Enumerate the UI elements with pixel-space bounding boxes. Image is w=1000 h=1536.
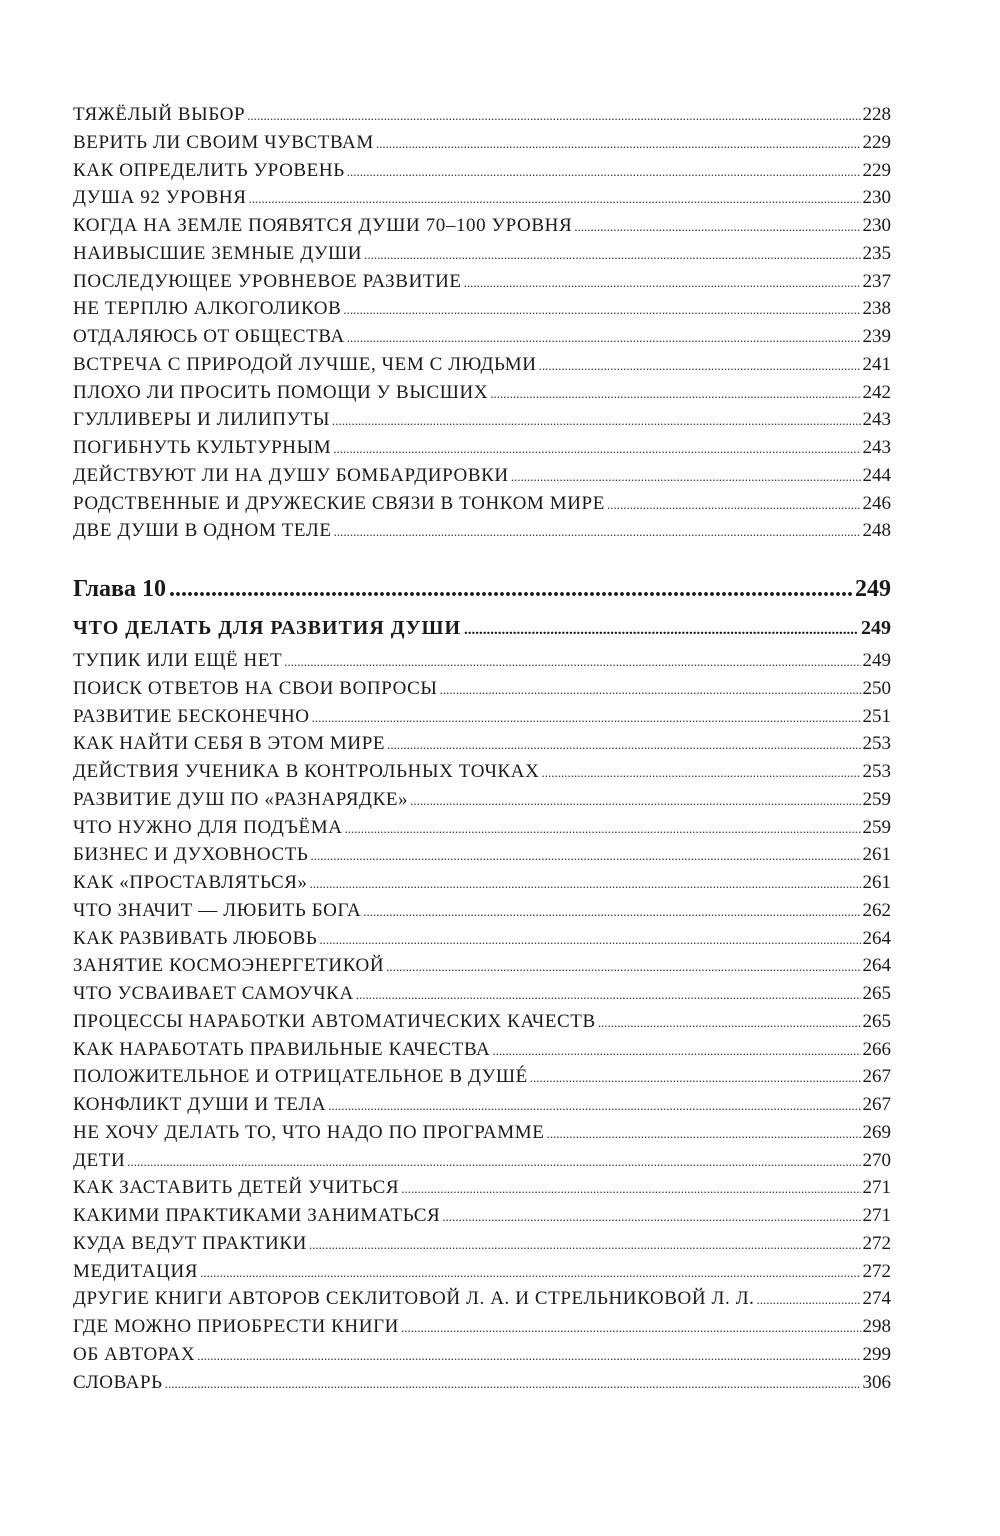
toc-entry[interactable] (73, 490, 891, 518)
toc-entry-page-number: 253 (862, 733, 891, 755)
toc-entry[interactable] (73, 925, 891, 953)
toc-entry-page-number: 299 (862, 1343, 891, 1365)
toc-entry-title: ДУША 92 УРОВНЯ (73, 187, 247, 209)
dot-leader (541, 759, 860, 786)
toc-entry-title: ДЕТИ (73, 1149, 126, 1171)
dot-leader (363, 898, 860, 925)
section-page-number: 249 (861, 617, 891, 639)
toc-entry[interactable] (73, 1036, 891, 1064)
toc-entry-title: ВСТРЕЧА С ПРИРОДОЙ ЛУЧШЕ, ЧЕМ С ЛЮДЬМИ (73, 353, 537, 375)
toc-entry-title: РАЗВИТИЕ ДУШ ПО «РАЗНАРЯДКЕ» (73, 788, 409, 810)
toc-entry-page-number: 261 (862, 844, 891, 866)
toc-group-before (73, 101, 891, 545)
toc-entry-page-number: 259 (862, 816, 891, 838)
dot-leader (607, 491, 861, 518)
toc-entry[interactable] (73, 841, 891, 869)
toc-entry-title: КОНФЛИКТ ДУШИ И ТЕЛА (73, 1094, 327, 1115)
dot-leader (347, 324, 861, 351)
toc-entry-page-number: 267 (862, 1066, 891, 1088)
toc-entry-title: ПОГИБНУТЬ КУЛЬТУРНЫМ (73, 437, 332, 458)
toc-entry-page-number: 242 (862, 381, 891, 403)
toc-entry-page-number: 262 (862, 899, 891, 921)
dot-leader (440, 676, 861, 703)
dot-leader (539, 352, 861, 379)
dot-leader (197, 1342, 860, 1369)
dot-leader (376, 130, 861, 157)
dot-leader (530, 1064, 861, 1091)
dot-leader (165, 1370, 861, 1397)
toc-entry-page-number: 228 (862, 104, 891, 125)
dot-leader (757, 1286, 861, 1313)
toc-entry[interactable] (73, 1258, 891, 1286)
toc-entry[interactable] (73, 1147, 891, 1175)
toc-entry-title: ДРУГИЕ КНИГИ АВТОРОВ СЕКЛИТОВОЙ Л. А. И СТРЕЛЬНИКОВОЙ Л. Л. (73, 1288, 755, 1310)
chapter-title: Глава 10 (73, 576, 166, 602)
toc-entry-page-number: 269 (862, 1121, 891, 1143)
toc-entry-page-number: 241 (862, 353, 891, 375)
toc-entry-page-number: 261 (862, 872, 891, 893)
section-title: ЧТО ДЕЛАТЬ ДЛЯ РАЗВИТИЯ ДУШИ (73, 617, 461, 639)
toc-entry-title: ГДЕ МОЖНО ПРИОБРЕСТИ КНИГИ (73, 1316, 399, 1337)
toc-entry-page-number: 250 (862, 677, 891, 699)
toc-entry-title: НЕ ТЕРПЛЮ АЛКОГОЛИКОВ (73, 298, 342, 320)
toc-entry-page-number: 264 (862, 927, 891, 949)
toc-entry[interactable] (73, 268, 891, 296)
dot-leader (332, 407, 861, 434)
toc-entry[interactable] (73, 1091, 891, 1119)
toc-entry-page-number: 264 (862, 955, 891, 977)
toc-entry-title: ЗАНЯТИЕ КОСМОЭНЕРГЕТИКОЙ (73, 955, 385, 977)
toc-entry-title: ПОЛОЖИТЕЛЬНОЕ И ОТРИЦАТЕЛЬНОЕ В ДУШÉ (73, 1066, 528, 1088)
toc-entry-title: ОТДАЛЯЮСЬ ОТ ОБЩЕСТВА (73, 326, 345, 347)
toc-entry[interactable] (73, 295, 891, 323)
toc-entry-title: ДЕЙСТВУЮТ ЛИ НА ДУШУ БОМБАРДИРОВКИ (73, 464, 509, 486)
toc-entry-page-number: 274 (862, 1288, 891, 1310)
toc-entry[interactable] (73, 517, 891, 545)
toc-entry-title: ДВЕ ДУШИ В ОДНОМ ТЕЛЕ (73, 520, 332, 542)
toc-entry[interactable] (73, 351, 891, 379)
toc-entry[interactable] (73, 1063, 891, 1091)
toc-entry-page-number: 230 (862, 215, 891, 236)
toc-entry-page-number: 266 (862, 1038, 891, 1060)
toc-entry-title: КАК РАЗВИВАТЬ ЛЮБОВЬ (73, 927, 318, 949)
toc-entry[interactable] (73, 675, 891, 703)
toc-entry[interactable] (73, 184, 891, 212)
dot-leader (442, 1203, 860, 1230)
toc-entry-page-number: 265 (862, 983, 891, 1004)
toc-entry-title: КУДА ВЕДУТ ПРАКТИКИ (73, 1232, 307, 1254)
toc-entry-page-number: 230 (862, 187, 891, 209)
toc-entry[interactable] (73, 129, 891, 157)
toc-entry-page-number: 251 (862, 705, 891, 727)
toc-entry-title: ЧТО НУЖНО ДЛЯ ПОДЪЁМА (73, 816, 343, 838)
toc-entry[interactable] (73, 1230, 891, 1258)
dot-leader (319, 926, 860, 953)
toc-entry[interactable] (73, 240, 891, 268)
toc-entry[interactable] (73, 814, 891, 842)
dot-leader (310, 842, 860, 869)
toc-entry[interactable] (73, 101, 891, 129)
toc-entry[interactable] (73, 157, 891, 185)
toc-entry-page-number: 298 (862, 1316, 891, 1337)
dot-leader (334, 518, 861, 545)
dot-leader (284, 648, 860, 675)
dot-leader (310, 870, 861, 897)
toc-entry-title: ТУПИК ИЛИ ЕЩЁ НЕТ (73, 650, 283, 671)
toc-entry-title: СЛОВАРЬ (73, 1371, 163, 1393)
toc-entry-page-number: 270 (862, 1149, 891, 1171)
dot-leader (247, 102, 860, 129)
toc-entry-page-number: 265 (862, 1010, 891, 1032)
toc-group-after (73, 647, 891, 1396)
toc-entry[interactable] (73, 462, 891, 490)
toc-entry[interactable] (73, 1285, 891, 1313)
toc-entry-title: КАК ЗАСТАВИТЬ ДЕТЕЙ УЧИТЬСЯ (73, 1177, 400, 1199)
toc-entry-page-number: 272 (862, 1260, 891, 1282)
toc-entry-page-number: 229 (862, 159, 891, 181)
dot-leader (169, 567, 852, 611)
dot-leader (492, 1037, 860, 1064)
toc-entry-page-number: 248 (862, 520, 891, 542)
toc-entry-page-number: 243 (862, 409, 891, 431)
toc-entry-title: ПЛОХО ЛИ ПРОСИТЬ ПОМОЩИ У ВЫСШИХ (73, 381, 489, 403)
dot-leader (387, 731, 860, 758)
toc-entry[interactable] (73, 786, 891, 814)
dot-leader (464, 613, 858, 645)
toc-entry-page-number: 271 (862, 1205, 891, 1226)
toc-entry[interactable] (73, 379, 891, 407)
dot-leader (511, 463, 861, 490)
toc-entry[interactable] (73, 980, 891, 1008)
toc-entry-title: ПОИСК ОТВЕТОВ НА СВОИ ВОПРОСЫ (73, 677, 438, 699)
dot-leader (356, 981, 861, 1008)
toc-entry-page-number: 267 (862, 1094, 891, 1115)
toc-entry-page-number: 272 (862, 1232, 891, 1254)
toc-entry-title: ПОСЛЕДУЮЩЕЕ УРОВНЕВОЕ РАЗВИТИЕ (73, 270, 462, 292)
toc-entry-page-number: 243 (862, 437, 891, 458)
dot-leader (347, 158, 861, 185)
section-heading[interactable] (73, 611, 891, 645)
toc-entry[interactable] (73, 647, 891, 675)
toc-entry-page-number: 259 (862, 788, 891, 810)
toc-entry-title: КАК ОПРЕДЕЛИТЬ УРОВЕНЬ (73, 159, 345, 181)
toc-entry-page-number: 244 (862, 464, 891, 486)
toc-entry[interactable] (73, 1174, 891, 1202)
toc-entry-page-number: 239 (862, 326, 891, 347)
dot-leader (364, 241, 860, 268)
toc-entry-title: КОГДА НА ЗЕМЛЕ ПОЯВЯТСЯ ДУШИ 70–100 УРОВНЯ (73, 215, 573, 236)
table-of-contents (73, 101, 891, 1396)
chapter-page-number: 249 (855, 576, 891, 602)
toc-entry-page-number: 229 (862, 131, 891, 153)
dot-leader (410, 787, 860, 814)
toc-entry-title: МЕДИТАЦИЯ (73, 1260, 199, 1282)
toc-entry-page-number: 235 (862, 242, 891, 264)
dot-leader (546, 1120, 860, 1147)
toc-entry-page-number: 237 (862, 270, 891, 292)
toc-entry[interactable] (73, 897, 891, 925)
toc-entry[interactable] (73, 758, 891, 786)
toc-entry-title: НЕ ХОЧУ ДЕЛАТЬ ТО, ЧТО НАДО ПО ПРОГРАММЕ (73, 1121, 545, 1143)
dot-leader (490, 380, 860, 407)
toc-entry-page-number: 306 (862, 1371, 891, 1393)
chapter-heading[interactable] (73, 567, 891, 611)
dot-leader (598, 1009, 861, 1036)
toc-entry[interactable] (73, 1369, 891, 1397)
dot-leader (345, 815, 861, 842)
toc-entry-title: БИЗНЕС И ДУХОВНОСТЬ (73, 844, 309, 866)
dot-leader (312, 704, 861, 731)
dot-leader (464, 269, 861, 296)
toc-entry-title: ЧТО ЗНАЧИТ — ЛЮБИТЬ БОГА (73, 899, 362, 921)
toc-entry-title: РАЗВИТИЕ БЕСКОНЕЧНО (73, 705, 310, 727)
toc-entry-title: ЧТО УСВАИВАЕТ САМОУЧКА (73, 983, 354, 1004)
toc-entry[interactable] (73, 406, 891, 434)
toc-entry-title: НАИВЫСШИЕ ЗЕМНЫЕ ДУШИ (73, 242, 363, 264)
toc-entry[interactable] (73, 323, 891, 351)
toc-entry-title: ОБ АВТОРАХ (73, 1343, 196, 1365)
toc-entry-title: ГУЛЛИВЕРЫ И ЛИЛИПУТЫ (73, 409, 330, 431)
toc-entry[interactable] (73, 730, 891, 758)
toc-entry-title: КАК НАЙТИ СЕБЯ В ЭТОМ МИРЕ (73, 733, 386, 755)
dot-leader (309, 1231, 861, 1258)
toc-entry-title: ВЕРИТЬ ЛИ СВОИМ ЧУВСТВАМ (73, 131, 374, 153)
toc-entry-page-number: 246 (862, 492, 891, 514)
toc-entry[interactable] (73, 703, 891, 731)
dot-leader (386, 953, 860, 980)
toc-entry-title: ТЯЖЁЛЫЙ ВЫБОР (73, 104, 246, 125)
dot-leader (343, 296, 860, 323)
toc-entry[interactable] (73, 434, 891, 462)
toc-entry[interactable] (73, 212, 891, 240)
toc-entry-title: ПРОЦЕССЫ НАРАБОТКИ АВТОМАТИЧЕСКИХ КАЧЕСТВ (73, 1010, 596, 1032)
toc-entry-title: КАК «ПРОСТАВЛЯТЬСЯ» (73, 872, 308, 893)
toc-entry-page-number: 253 (862, 761, 891, 782)
dot-leader (200, 1259, 860, 1286)
toc-entry-page-number: 249 (862, 650, 891, 671)
toc-entry-title: КАКИМИ ПРАКТИКАМИ ЗАНИМАТЬСЯ (73, 1205, 441, 1226)
dot-leader (127, 1148, 860, 1175)
dot-leader (328, 1092, 860, 1119)
dot-leader (574, 213, 860, 240)
toc-entry[interactable] (73, 1202, 891, 1230)
toc-entry[interactable] (73, 1119, 891, 1147)
toc-entry-title: РОДСТВЕННЫЕ И ДРУЖЕСКИЕ СВЯЗИ В ТОНКОМ МИРЕ (73, 492, 605, 514)
toc-entry-title: ДЕЙСТВИЯ УЧЕНИКА В КОНТРОЛЬНЫХ ТОЧКАХ (73, 761, 540, 782)
toc-entry[interactable] (73, 869, 891, 897)
toc-entry[interactable] (73, 1313, 891, 1341)
toc-entry-page-number: 238 (862, 298, 891, 320)
toc-entry-title: КАК НАРАБОТАТЬ ПРАВИЛЬНЫЕ КАЧЕСТВА (73, 1038, 491, 1060)
dot-leader (401, 1175, 860, 1202)
dot-leader (248, 185, 860, 212)
dot-leader (401, 1314, 861, 1341)
toc-entry[interactable] (73, 1008, 891, 1036)
toc-entry-page-number: 271 (862, 1177, 891, 1199)
toc-entry[interactable] (73, 952, 891, 980)
dot-leader (333, 435, 860, 462)
toc-entry[interactable] (73, 1341, 891, 1369)
